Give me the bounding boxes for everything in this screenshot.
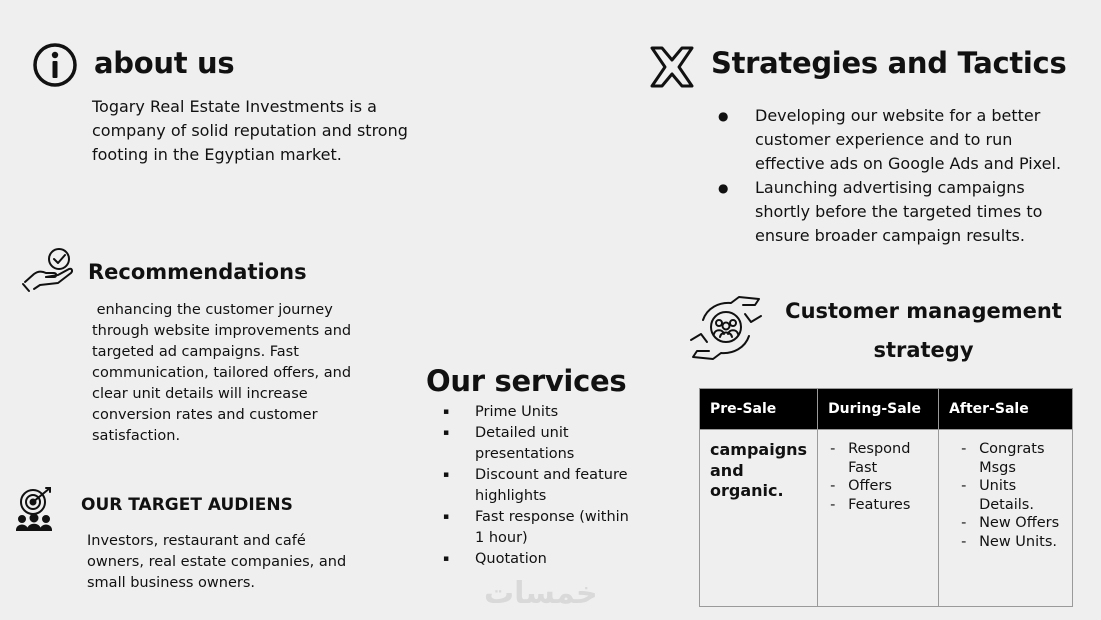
customer-management-title-line2: strategy [873, 338, 974, 362]
after-sale-cell [939, 430, 1073, 607]
list-item: - Features [826, 496, 930, 515]
about-title: about us [94, 46, 235, 80]
list-item: - Congrats Msgs [957, 440, 1064, 477]
table-row [700, 430, 1073, 607]
strategies-item: ● Developing our website for a better customer experience and to run effective ads on Google Ads and Pixel. [755, 104, 1065, 176]
recommendations-text: enhancing the customer journey through website improvements and targeted ad campaigns. Fast communication, tailored offers, and clear unit details will increase conversion rates and customer satisfaction. [92, 302, 356, 444]
list-item: - Units Details. [957, 477, 1064, 514]
hand-check-icon [22, 246, 76, 294]
customer-management-table [699, 388, 1073, 607]
list-item: - New Units. [957, 533, 1064, 552]
recommendations-title: Recommendations [88, 260, 307, 284]
table-header-row [700, 389, 1073, 430]
target-people-icon [14, 486, 56, 532]
during-sale-list [826, 440, 930, 514]
list-item: - New Offers [957, 514, 1064, 533]
services-list [475, 402, 635, 570]
strategies-list [755, 104, 1065, 248]
cross-arrows-icon [648, 44, 696, 90]
watermark: خمسات [484, 576, 598, 611]
audience-title: OUR TARGET AUDIENS [81, 495, 293, 515]
header-after-sale: After-Sale [939, 389, 1073, 430]
header-during-sale: During-Sale [818, 389, 939, 430]
services-item: ▪ Detailed unit presentations [475, 423, 635, 465]
customer-management-title-line1: Customer management [785, 299, 1062, 323]
services-item: ▪ Quotation [475, 549, 635, 570]
strategies-title: Strategies and Tactics [711, 46, 1067, 80]
pre-sale-cell: campaigns and organic. [700, 430, 818, 607]
header-pre-sale: Pre-Sale [700, 389, 818, 430]
people-cycle-icon [689, 296, 763, 362]
about-text: Togary Real Estate Investments is a company of solid reputation and strong footing in the Egyptian market. [92, 97, 408, 164]
services-item: ▪ Prime Units [475, 402, 635, 423]
strategies-item: ● Launching advertising campaigns shortly before the targeted times to ensure broader campaign results. [755, 176, 1065, 248]
services-item: ▪ Fast response (within 1 hour) [475, 507, 635, 549]
services-title: Our services [426, 364, 627, 398]
info-icon [32, 42, 78, 88]
list-item: - Respond Fast [826, 440, 930, 477]
services-item: ▪ Discount and feature highlights [475, 465, 635, 507]
list-item: - Offers [826, 477, 930, 496]
after-sale-list [957, 440, 1064, 551]
audience-text: Investors, restaurant and café owners, real estate companies, and small business owners. [87, 533, 347, 591]
during-sale-cell [818, 430, 939, 607]
